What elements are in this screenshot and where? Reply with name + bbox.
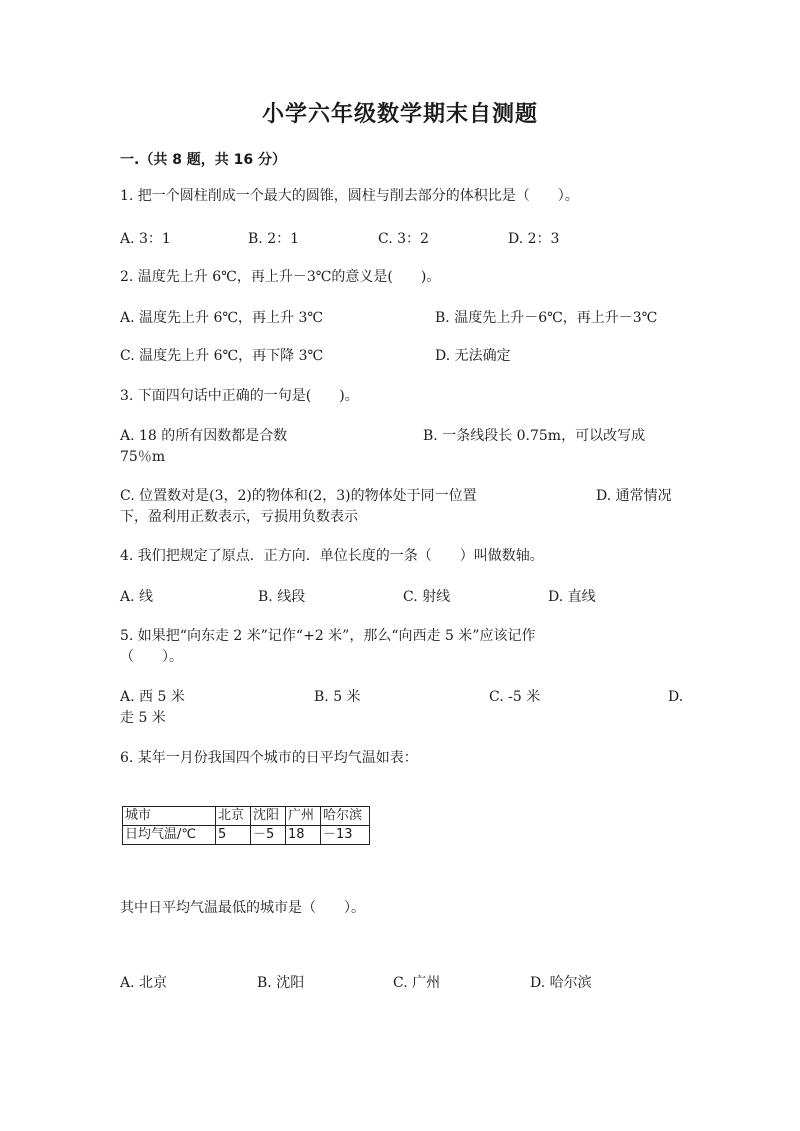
question-1-option-c[interactable]: C. 3：2: [378, 231, 429, 247]
table-row: [123, 807, 370, 826]
question-2-option-a[interactable]: A. 温度先上升 6℃，再上升 3℃: [120, 310, 324, 326]
question-5-stem: 5. 如果把“向东走 2 米”记作“+2 米”，那么“向西走 5 米”应该记作: [120, 628, 536, 644]
table-row: [123, 826, 370, 845]
question-5-stem-continued: （ ）。: [120, 649, 183, 665]
question-2-option-b[interactable]: B. 温度先上升－6℃，再上升－3℃: [435, 310, 658, 326]
question-3-option-c[interactable]: C. 位置数对是(3，2)的物体和(2，3)的物体处于同一位置: [120, 488, 477, 504]
question-2-option-c[interactable]: C. 温度先上升 6℃，再下降 3℃: [120, 348, 324, 364]
question-2-stem: 2. 温度先上升 6℃，再上升－3℃的意义是( )。: [120, 269, 441, 285]
question-3-option-a[interactable]: A. 18 的所有因数都是合数: [120, 428, 288, 444]
question-6-question: 其中日平均气温最低的城市是（ ）。: [120, 900, 365, 916]
table-cell: 5: [216, 826, 251, 845]
question-3-option-d-continued: 下，盈利用正数表示，亏损用负数表示: [120, 509, 358, 525]
table-cell: －13: [321, 826, 370, 845]
table-header-cell: 广州: [286, 807, 321, 826]
question-2-option-d[interactable]: D. 无法确定: [435, 348, 511, 364]
table-cell: 日均气温/℃: [123, 826, 216, 845]
question-1-option-d[interactable]: D. 2：3: [508, 231, 560, 247]
section-header: 一.（共 8 题，共 16 分）: [120, 152, 287, 168]
question-6-option-b[interactable]: B. 沈阳: [257, 975, 305, 991]
question-3-stem: 3. 下面四句话中正确的一句是( )。: [120, 388, 359, 404]
question-1-option-a[interactable]: A. 3：1: [120, 231, 171, 247]
table-header-cell: 哈尔滨: [321, 807, 370, 826]
question-6-option-a[interactable]: A. 北京: [120, 975, 168, 991]
question-5-option-b[interactable]: B. 5 米: [314, 689, 361, 705]
question-4-option-c[interactable]: C. 射线: [403, 589, 451, 605]
question-6-option-c[interactable]: C. 广州: [393, 975, 441, 991]
table-header-cell: 沈阳: [251, 807, 286, 826]
question-3-option-d[interactable]: D. 通常情况: [596, 488, 672, 504]
question-4-option-d[interactable]: D. 直线: [548, 589, 596, 605]
table-header-cell: 北京: [216, 807, 251, 826]
question-5-option-d[interactable]: D.: [668, 689, 684, 705]
question-6-option-d[interactable]: D. 哈尔滨: [530, 975, 592, 991]
question-6-stem: 6. 某年一月份我国四个城市的日平均气温如表：: [120, 750, 418, 766]
question-4-option-a[interactable]: A. 线: [120, 589, 154, 605]
question-3-option-b-continued: 75％m: [120, 449, 166, 465]
table-header-cell: 城市: [123, 807, 216, 826]
table-cell: －5: [251, 826, 286, 845]
question-1-option-b[interactable]: B. 2：1: [248, 231, 300, 247]
question-1-stem: 1. 把一个圆柱削成一个最大的圆锥，圆柱与削去部分的体积比是（ ）。: [120, 188, 579, 204]
page-title: 小学六年级数学期末自测题: [261, 102, 538, 127]
question-5-option-a[interactable]: A. 西 5 米: [120, 689, 185, 705]
question-4-option-b[interactable]: B. 线段: [258, 589, 306, 605]
table-cell: 18: [286, 826, 321, 845]
question-5-option-d-continued: 走 5 米: [120, 710, 166, 726]
question-3-option-b[interactable]: B. 一条线段长 0.75m，可以改写成: [423, 428, 646, 444]
question-5-option-c[interactable]: C. -5 米: [489, 689, 541, 705]
temperature-table: [122, 806, 370, 845]
question-4-stem: 4. 我们把规定了原点．正方向．单位长度的一条（ ）叫做数轴。: [120, 548, 544, 564]
